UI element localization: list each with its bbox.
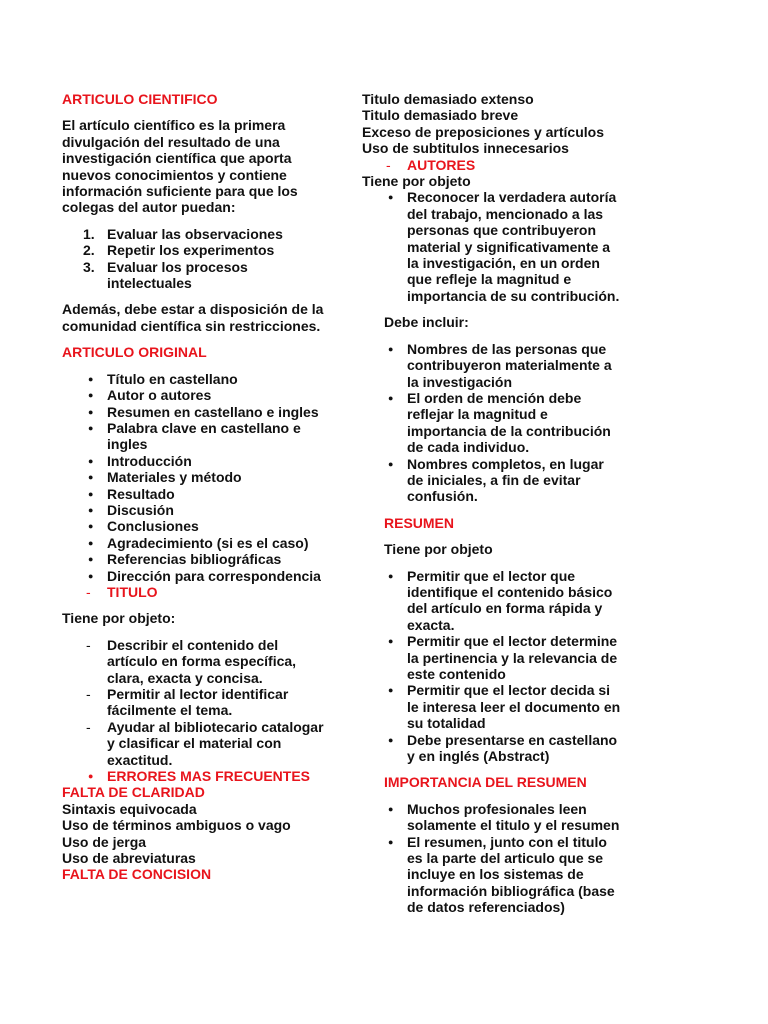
- bullet-marker: ●: [388, 734, 394, 745]
- list-item: ● Título en castellano: [88, 370, 238, 387]
- ademas-paragraph: Además, debe estar a disposición de la comunidad científica sin restricciones.: [62, 301, 324, 334]
- list-item: - Ayudar al bibliotecario catalogar y clasificar el material con exactitud.: [86, 718, 324, 768]
- left-column: [62, 0, 324, 883]
- intro-paragraph: El artículo científico es la primera divulgación del resultado de una investigación científica que aporta nuevos conocimientos y contiene información suficiente para que los colegas del autor puedan:: [62, 117, 298, 216]
- dash-marker: -: [86, 686, 91, 702]
- bullet-marker: ●: [388, 685, 394, 696]
- list-item: ● Discusión: [88, 501, 174, 518]
- heading-resumen: RESUMEN: [384, 514, 455, 531]
- list-item: ● Dirección para correspondencia: [88, 567, 321, 584]
- autores-label-list: [362, 157, 624, 173]
- list-item: ● Conclusiones: [88, 518, 199, 535]
- list-item: - AUTORES: [386, 156, 476, 173]
- bullet-marker: ●: [388, 803, 394, 814]
- bullet-marker: ●: [88, 488, 94, 499]
- tiene-objeto-text: Tiene por objeto: [362, 173, 471, 190]
- list-item: ● Nombres de las personas que contribuyeron materialmente a la investigación: [388, 340, 612, 390]
- list-item: ● Referencias bibliográficas: [88, 551, 282, 568]
- titulo-label-list: [62, 584, 324, 600]
- list-item: 2. Repetir los experimentos: [83, 242, 275, 259]
- right-column: [362, 0, 624, 916]
- bullet-marker: ●: [388, 570, 394, 581]
- list-item: ● Materiales y método: [88, 469, 242, 486]
- bullet-marker: ●: [388, 343, 394, 354]
- list-item: ● Reconocer la verdadera autoría del trabajo, mencionado a las personas que contribuyeron material y significativamente a la investigación, en un orden que refleje la magnitud e importancia de su contribución.: [388, 189, 620, 304]
- bullet-marker: ●: [88, 390, 94, 401]
- bullet-marker: ●: [88, 554, 94, 565]
- list-item: ● Resumen en castellano e ingles: [88, 403, 319, 420]
- list-number: 2.: [83, 242, 95, 259]
- bullet-marker: ●: [388, 636, 394, 647]
- list-item: 1. Evaluar las observaciones: [83, 225, 283, 242]
- list-item: ● Muchos profesionales leen solamente el titulo y el resumen: [388, 800, 620, 834]
- debe-incluir-text: Debe incluir:: [384, 314, 469, 331]
- bullet-marker: ●: [388, 836, 394, 847]
- list-item: ● ERRORES MAS FRECUENTES: [88, 768, 311, 785]
- bullet-marker: ●: [88, 373, 94, 384]
- list-item: ● Permitir que el lector determine la pertinencia y la relevancia de este contenido: [388, 633, 618, 682]
- list-item: ● Introducción: [88, 452, 192, 469]
- list-item: ● Agradecimiento (si es el caso): [88, 534, 309, 551]
- heading-falta-concision: FALTA DE CONCISION: [62, 866, 212, 883]
- concision-line: Titulo demasiado breve: [362, 107, 519, 124]
- autores-list: [362, 189, 624, 304]
- list-item: ● El resumen, junto con el titulo es la parte del articulo que se incluye en los sistemas de información bibliográfica (base de datos referenciados): [388, 833, 615, 916]
- dash-marker: -: [386, 156, 391, 173]
- dash-marker: -: [86, 636, 91, 653]
- tiene-objeto-text: Tiene por objeto: [384, 541, 493, 558]
- dash-marker: -: [86, 718, 91, 735]
- incluir-list: [362, 341, 624, 505]
- list-item: ● Autor o autores: [88, 387, 212, 404]
- bullet-marker: ●: [388, 458, 394, 469]
- heading-articulo-cientifico: ARTICULO CIENTIFICO: [62, 91, 218, 107]
- claridad-line: Uso de jerga: [62, 833, 147, 850]
- bullet-marker: ●: [388, 192, 394, 203]
- bullet-marker: ●: [88, 422, 94, 433]
- concision-line: Titulo demasiado extenso: [362, 91, 534, 107]
- claridad-line: Uso de abreviaturas: [62, 850, 196, 867]
- original-list: [62, 371, 324, 584]
- titulo-list: [62, 637, 324, 785]
- heading-importancia-resumen: IMPORTANCIA DEL RESUMEN: [384, 774, 587, 791]
- list-item: ● Nombres completos, en lugar de iniciales, a fin de evitar confusión.: [388, 455, 604, 505]
- bullet-marker: ●: [88, 455, 94, 466]
- list-number: 3.: [83, 258, 95, 275]
- list-item: ● El orden de mención debe reflejar la magnitud e importancia de la contribución de cada individuo.: [388, 389, 611, 456]
- list-item: - TITULO: [86, 583, 158, 600]
- list-item: - Permitir al lector identificar fácilmente el tema.: [86, 686, 289, 719]
- dash-marker: -: [86, 583, 91, 600]
- heading-falta-claridad: FALTA DE CLARIDAD: [62, 784, 205, 801]
- claridad-line: Uso de términos ambiguos o vago: [62, 817, 291, 834]
- list-item: ● Permitir que el lector decida si le interesa leer el documento en su totalidad: [388, 682, 621, 732]
- bullet-marker: ●: [388, 392, 394, 403]
- bullet-marker: ●: [88, 537, 94, 548]
- heading-articulo-original: ARTICULO ORIGINAL: [62, 344, 207, 361]
- bullet-marker: ●: [88, 504, 94, 515]
- list-item: 3. Evaluar los procesos intelectuales: [83, 258, 248, 292]
- list-item: ● Debe presentarse en castellano y en inglés (Abstract): [388, 731, 618, 765]
- tiene-objeto-text: Tiene por objeto:: [62, 610, 176, 627]
- list-number: 1.: [83, 225, 95, 242]
- bullet-marker: ●: [88, 472, 94, 483]
- bullet-marker: ●: [88, 406, 94, 417]
- list-item: ● Resultado: [88, 485, 175, 502]
- claridad-line: Sintaxis equivocada: [62, 800, 197, 817]
- list-item: ● Palabra clave en castellano e ingles: [88, 419, 301, 453]
- bullet-marker: ●: [88, 521, 94, 532]
- concision-line: Uso de subtitulos innecesarios: [362, 140, 569, 157]
- bullet-marker: ●: [88, 771, 94, 782]
- list-item: - Describir el contenido del artículo en forma específica, clara, exacta y concisa.: [86, 636, 297, 686]
- importancia-list: [362, 801, 624, 916]
- numbered-list: [62, 226, 324, 292]
- concision-line: Exceso de preposiciones y artículos: [362, 123, 604, 140]
- resumen-list: [362, 568, 624, 765]
- list-item: ● Permitir que el lector que identifique el contenido básico del artículo en forma rápida y exacta.: [388, 567, 613, 633]
- bullet-marker: ●: [88, 570, 94, 581]
